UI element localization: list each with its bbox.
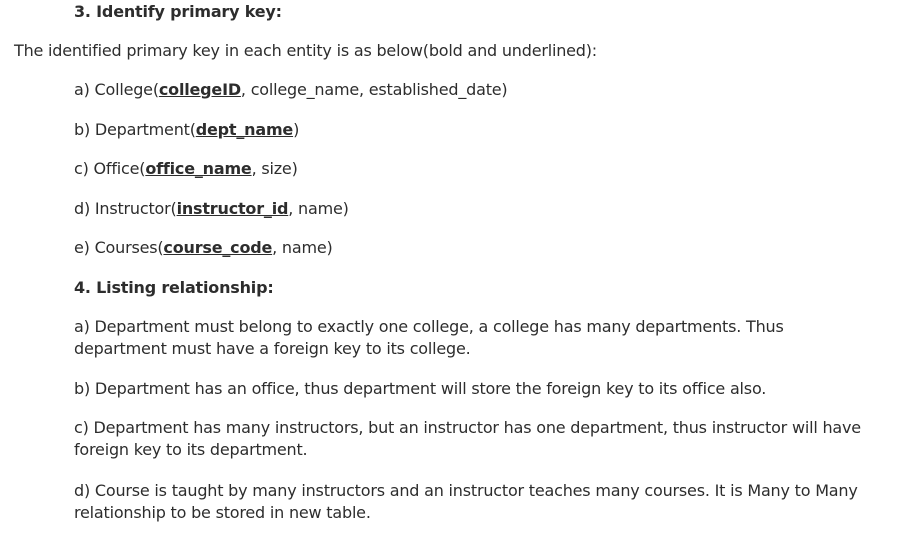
entity-prefix: d) Instructor( (74, 199, 177, 218)
relationship-item: b) Department has an office, thus department will store the foreign key to its office also. (74, 379, 767, 398)
primary-key: instructor_id (176, 199, 289, 218)
entity-office (74, 158, 298, 180)
entity-prefix: c) Office( (74, 159, 146, 178)
entity-prefix: b) Department( (74, 120, 196, 139)
intro-text: The identified primary key in each entity is as below(bold and underlined): (14, 41, 597, 60)
entity-rest: ) (293, 120, 300, 139)
heading-identify-primary-key: 3. Identify primary key: (74, 2, 282, 21)
entity-instructor (74, 198, 349, 220)
relationship-item: c) Department has many instructors, but an instructor has one department, thus instructor will have foreign key to its department. (74, 418, 861, 459)
entity-rest: , name) (272, 238, 333, 257)
primary-key: collegeID (158, 80, 241, 99)
entity-rest: , name) (288, 199, 349, 218)
relationship-item: d) Course is taught by many instructors and an instructor teaches many courses. It is Many to Many relationship to be stored in new table. (74, 481, 858, 522)
heading-listing-relationship: 4. Listing relationship: (74, 278, 274, 297)
entity-prefix: a) College( (74, 80, 159, 99)
primary-key: course_code (163, 238, 273, 257)
primary-key: dept_name (195, 120, 294, 139)
entity-college (74, 79, 507, 101)
entity-courses (74, 237, 333, 259)
entity-prefix: e) Courses( (74, 238, 164, 257)
relationship-item: a) Department must belong to exactly one college, a college has many departments. Thus department must have a foreign key to its college. (74, 317, 784, 358)
primary-key: office_name (145, 159, 252, 178)
entity-rest: , college_name, established_date) (240, 80, 508, 99)
entity-rest: , size) (251, 159, 298, 178)
entity-department (74, 119, 299, 141)
